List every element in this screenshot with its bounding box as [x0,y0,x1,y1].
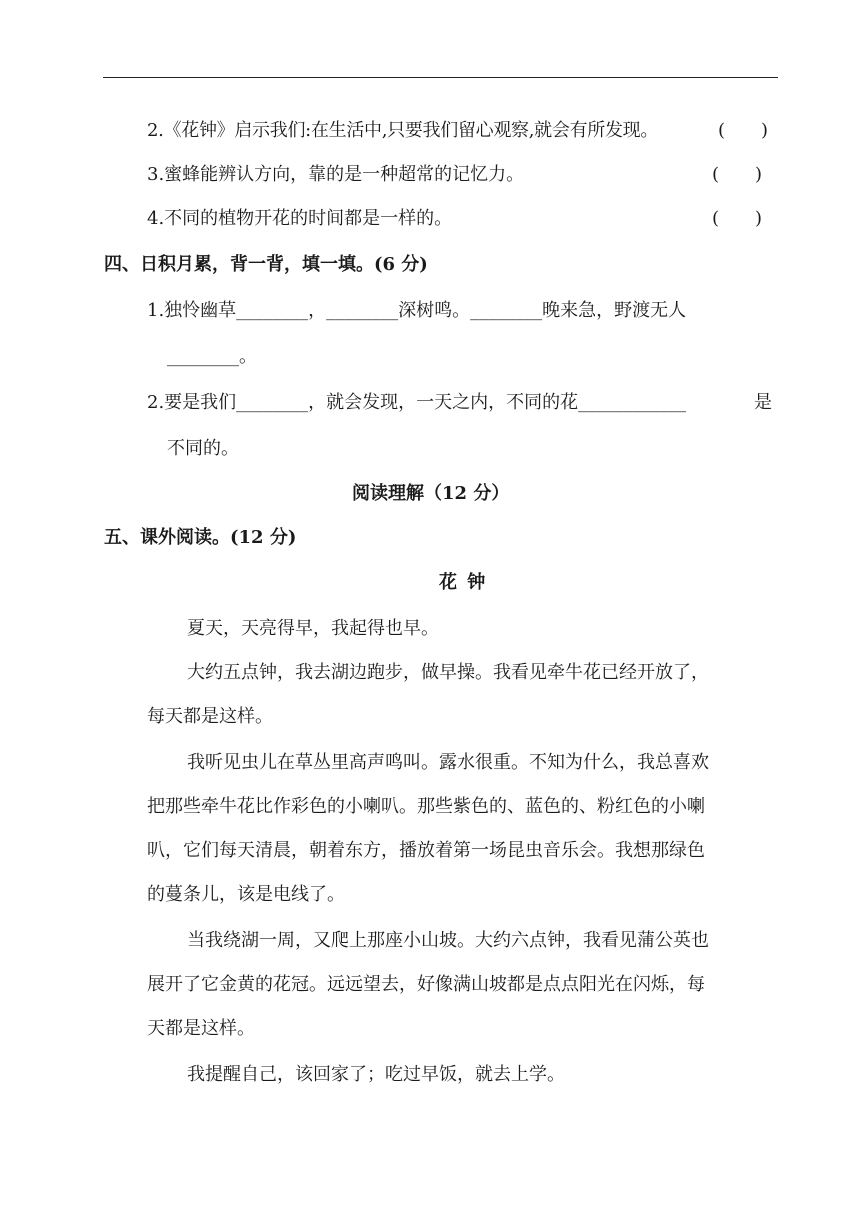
answer-paren-3[interactable]: ( ) [712,164,763,185]
fill-blank-question-2-line-1-end: 是 [754,392,772,413]
passage-title: 花 钟 [439,572,488,593]
passage-line: 大约五点钟，我去湖边跑步，做早操。我看见牵牛花已经开放了， [187,662,709,683]
reading-comprehension-heading: 阅读理解（12 分） [352,483,510,504]
section-5-heading: 五、课外阅读。(12 分) [104,527,297,548]
passage-line: 展开了它金黄的花冠。远远望去，好像满山坡都是点点阳光在闪烁，每 [147,974,705,995]
passage-line: 当我绕湖一周，又爬上那座小山坡。大约六点钟，我看见蒲公英也 [187,930,709,951]
section-4-heading: 四、日积月累，背一背，填一填。(6 分) [104,254,428,275]
fill-blank-question-1-line-2: ________。 [167,346,257,367]
answer-paren-2[interactable]: ( ) [718,120,769,141]
passage-line: 把那些牵牛花比作彩色的小喇叭。那些紫色的、蓝色的、粉红色的小喇 [147,796,705,817]
answer-paren-4[interactable]: ( ) [712,208,763,229]
header-rule [103,77,778,78]
judge-question-4: 4.不同的植物开花的时间都是一样的。 [147,208,453,229]
fill-blank-question-1-line-1: 1.独怜幽草________，________深树鸣。________晚来急，野渡无人 [147,300,687,321]
passage-line: 我听见虫儿在草丛里高声鸣叫。露水很重。不知为什么，我总喜欢 [187,752,709,773]
fill-blank-question-2-line-2: 不同的。 [167,438,239,459]
passage-line: 的蔓条儿，该是电线了。 [147,884,345,905]
passage-line: 夏天，天亮得早，我起得也早。 [187,618,439,639]
passage-line: 天都是这样。 [147,1018,255,1039]
fill-blank-question-2-line-1: 2.要是我们________，就会发现，一天之内，不同的花____________ [147,392,687,413]
passage-line: 我提醒自己，该回家了；吃过早饭，就去上学。 [187,1064,565,1085]
passage-line: 每天都是这样。 [147,706,273,727]
passage-line: 叭，它们每天清晨，朝着东方，播放着第一场昆虫音乐会。我想那绿色 [147,840,705,861]
judge-question-2: 2.《花钟》启示我们:在生活中,只要我们留心观察,就会有所发现。 [147,120,659,141]
judge-question-3: 3.蜜蜂能辨认方向，靠的是一种超常的记忆力。 [147,164,525,185]
